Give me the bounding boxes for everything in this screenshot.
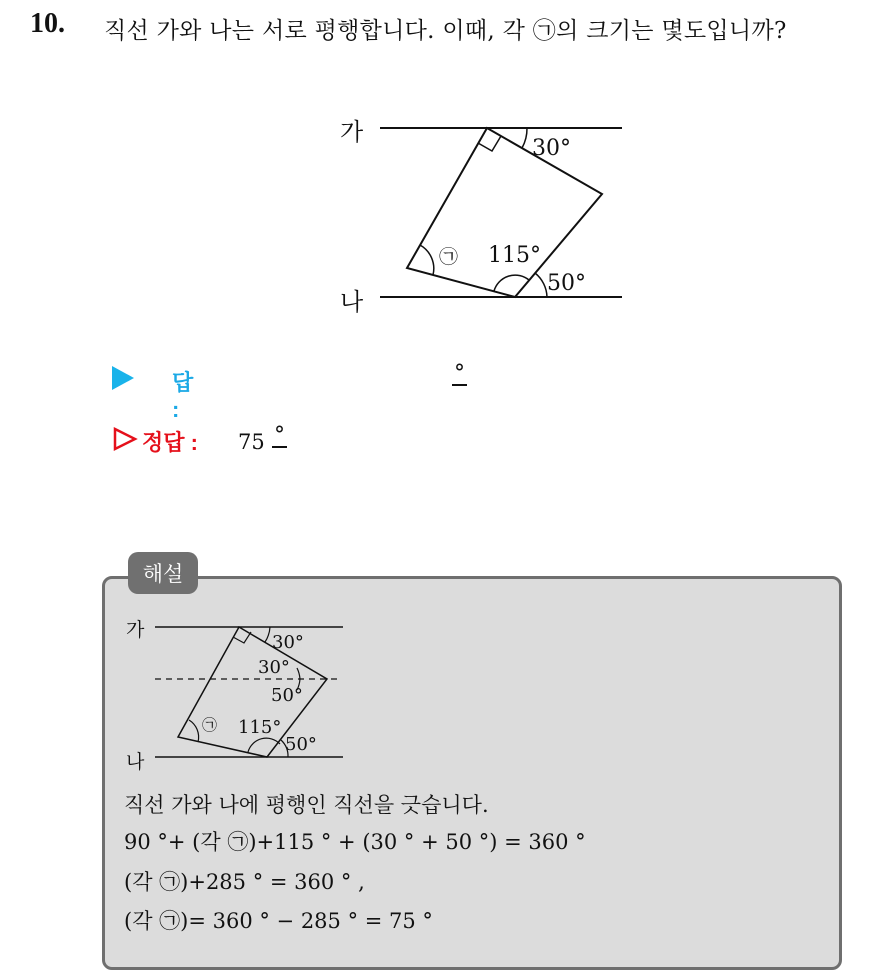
question-number: 10. — [30, 8, 65, 39]
sol-angle-mid-bottom: 50° — [271, 685, 303, 706]
solution-figure — [120, 612, 350, 777]
angle-arc-top — [522, 128, 527, 148]
angle-label-top: 30° — [532, 136, 571, 161]
solution-tab: 해설 — [128, 552, 198, 594]
line-top-label: 가 — [340, 118, 364, 146]
sol-arc-unknown — [189, 720, 199, 742]
sol-line-top-label: 가 — [126, 619, 145, 641]
angle-label-inner: 115° — [488, 243, 541, 268]
question-text: 직선 가와 나는 서로 평행합니다. 이때, 각 ㉠의 크기는 몇도입니까? — [104, 18, 787, 44]
sol-angle-unknown: ㉠ — [202, 716, 218, 734]
correct-answer-unit: ° — [274, 423, 285, 448]
outline-triangle-icon — [112, 426, 138, 452]
sol-angle-bottom: 50° — [285, 734, 317, 755]
angle-label-unknown: ㉠ — [439, 246, 459, 268]
geometry-figure — [330, 100, 650, 330]
answer-row — [112, 361, 465, 422]
answer-label: 답 : — [172, 370, 194, 422]
angle-arc-bottom — [535, 273, 547, 297]
sol-arc-inner — [248, 738, 280, 752]
angle-arc-unknown — [420, 245, 434, 275]
solution-line-2: 90 °+ (각 ㉠)+115 ° + (30 ° + 50 °) = 360 ° — [124, 830, 586, 854]
sol-angle-mid-top: 30° — [258, 657, 290, 678]
correct-answer-label: 정답 : — [142, 430, 198, 455]
line-bottom-label: 나 — [340, 288, 364, 316]
play-triangle-icon — [112, 366, 134, 390]
angle-arc-inner — [494, 275, 529, 291]
sol-angle-inner: 115° — [238, 717, 282, 738]
sol-angle-top: 30° — [272, 632, 304, 653]
correct-answer-value: 75 — [238, 430, 265, 454]
solution-line-1: 직선 가와 나에 평행인 직선을 긋습니다. — [124, 793, 489, 817]
answer-blank-unit[interactable]: ° — [454, 361, 465, 386]
solution-line-4: (각 ㉠)= 360 ° − 285 ° = 75 ° — [124, 909, 433, 933]
sol-line-bottom-label: 나 — [126, 751, 145, 773]
solution-line-3: (각 ㉠)+285 ° = 360 ° , — [124, 870, 365, 894]
sol-arc-top — [265, 627, 270, 642]
angle-label-bottom: 50° — [547, 271, 586, 296]
